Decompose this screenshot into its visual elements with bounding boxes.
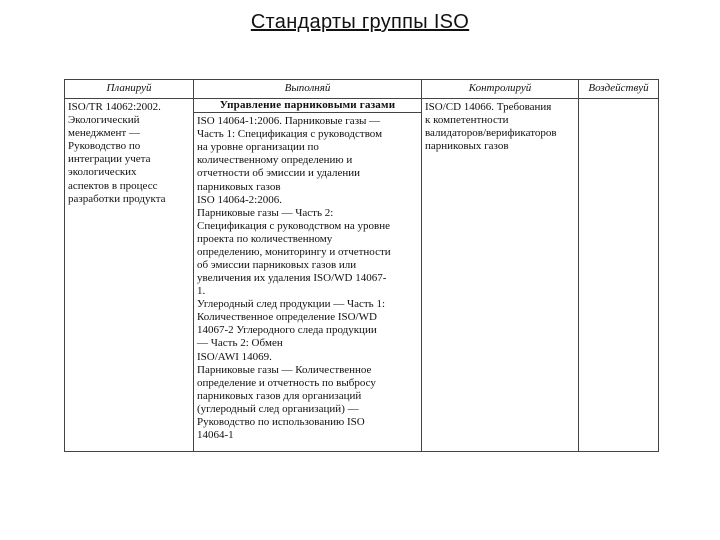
text-line: Экологический [68, 114, 140, 127]
text-line: ISO/TR 14062:2002. [68, 101, 161, 114]
do-cell [194, 99, 422, 452]
text-line: увеличения их удаления ISO/WD 14067- [197, 272, 387, 285]
text-line: — Часть 2: Обмен [197, 337, 283, 350]
text-line: разработки продукта [68, 192, 166, 205]
text-line: интеграции учета [68, 153, 151, 166]
text-line: Руководство по [68, 140, 141, 153]
text-line: Углеродный след продукции — Часть 1: [197, 298, 386, 311]
text-line: ISO 14064-2:2006. [197, 193, 282, 206]
text-line: Руководство по использованию ISO [197, 415, 365, 428]
text-line: Количественное определение ISO/WD [197, 311, 377, 324]
text-line: на уровне организации по [197, 141, 319, 154]
text-line: 1. [197, 285, 206, 298]
text-line: Спецификация с руководством на уровне [197, 219, 390, 232]
text-line: 14067-2 Углеродного следа продукции [197, 324, 377, 337]
header-check: Контролируй [422, 80, 579, 99]
table-body-row [65, 99, 659, 452]
text-line: валидаторов/верификаторов [425, 127, 557, 140]
text-line: Парниковые газы — Часть 2: [197, 206, 334, 219]
text-line: менеджмент — [68, 127, 140, 140]
act-cell [579, 99, 659, 452]
text-line: определению, мониторингу и отчетности [197, 245, 391, 258]
header-act: Воздействуй [579, 80, 659, 99]
header-plan: Планируй [65, 80, 194, 99]
text-line: (углеродный след организаций) — [197, 402, 359, 415]
text-line: отчетности об эмиссии и удалении [197, 167, 361, 180]
text-line: парниковых газов [425, 140, 509, 153]
text-line: ISO/AWI 14069. [197, 350, 272, 363]
text-line: ISO/CD 14066. Требования [425, 101, 552, 114]
text-line: Часть 1: Спецификация с руководством [197, 128, 383, 141]
plan-text [68, 101, 190, 206]
slide-title: Стандарты группы ISO [250, 11, 470, 33]
text-line: к компетентности [425, 114, 509, 127]
do-text [194, 112, 421, 444]
text-line: ISO 14064-1:2006. Парниковые газы — [197, 115, 381, 128]
text-line: количественному определению и [197, 154, 353, 167]
text-line: парниковых газов [197, 180, 281, 193]
text-line: об эмиссии парниковых газов или [197, 259, 357, 272]
subheader-ghg-management: Управление парниковыми газами [219, 99, 396, 112]
iso-standards-table [64, 79, 659, 452]
text-line: парниковых газов для организаций [197, 389, 362, 402]
check-text [425, 101, 575, 153]
text-line: проекта по количественному [197, 232, 333, 245]
header-do: Выполняй [194, 80, 422, 99]
text-line: экологических [68, 166, 137, 179]
text-line: аспектов в процесс [68, 179, 158, 192]
text-line: определение и отчетность по выбросу [197, 376, 376, 389]
check-cell [422, 99, 579, 452]
table-header-row [65, 80, 659, 99]
plan-cell [65, 99, 194, 452]
text-line: Парниковые газы — Количественное [197, 363, 372, 376]
text-line: 14064-1 [197, 429, 234, 442]
